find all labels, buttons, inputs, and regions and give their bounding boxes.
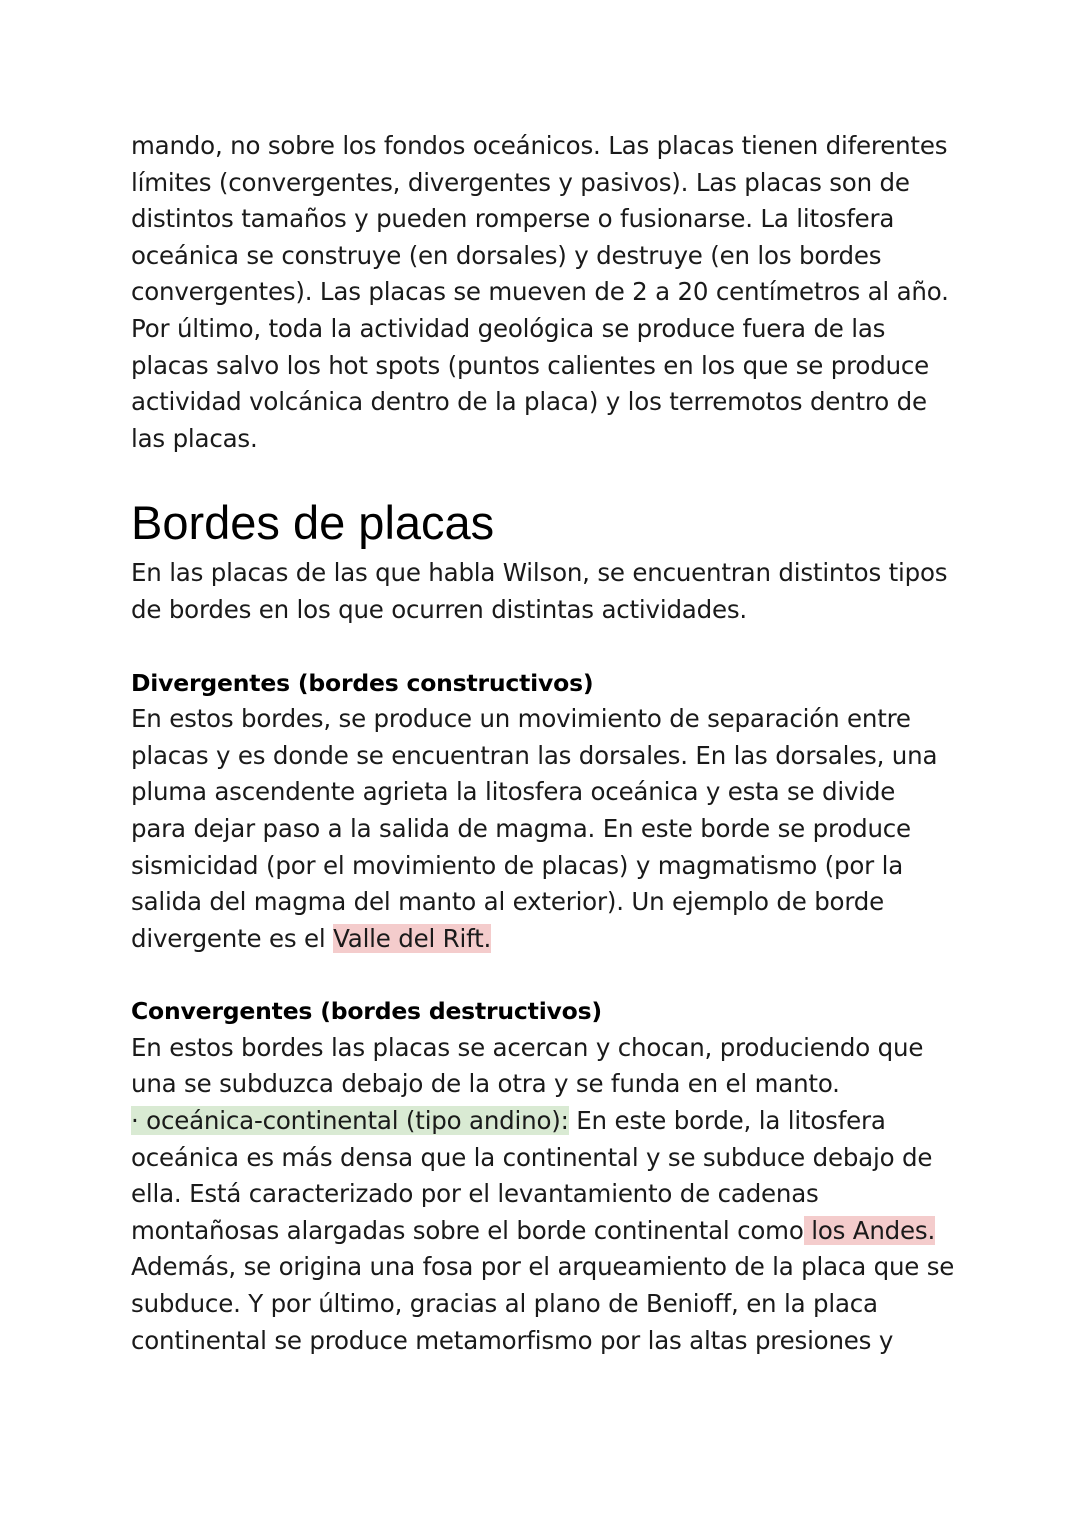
paragraph-line: una se subduzca debajo de la otra y se funda en el manto.	[131, 1069, 840, 1099]
spacer	[131, 629, 961, 665]
paragraph-line: Por último, toda la actividad geológica se produce fuera de las	[131, 313, 886, 343]
paragraph-line: Además, se origina una fosa por el arqueamiento de la placa que se	[131, 1252, 955, 1282]
highlight-los-andes: los Andes.	[803, 1215, 936, 1245]
convergentes-heading: Convergentes (bordes destructivos)	[131, 997, 602, 1026]
paragraph-line: placas y es donde se encuentran las dorsales. En las dorsales, una	[131, 740, 938, 770]
highlight-valle-del-rift: Valle del Rift.	[333, 923, 492, 953]
line-text: En este borde, la litosfera	[568, 1106, 886, 1136]
paragraph-line	[131, 1213, 961, 1250]
paragraph-line: las placas.	[131, 423, 258, 453]
paragraph-line: convergentes). Las placas se mueven de 2 a 20 centímetros al año.	[131, 277, 949, 307]
paragraph-line: límites (convergentes, divergentes y pasivos). Las placas son de	[131, 167, 910, 197]
spacer	[131, 957, 961, 993]
paragraph-line: oceánica es más densa que la continental y se subduce debajo de	[131, 1142, 933, 1172]
spacer	[131, 457, 961, 495]
convergentes-block	[131, 993, 961, 1359]
paragraph-line: placas salvo los hot spots (puntos calientes en los que se produce	[131, 350, 930, 380]
paragraph-line	[131, 1103, 961, 1140]
section-intro-paragraph	[131, 555, 961, 628]
paragraph-line: mando, no sobre los fondos oceánicos. Las placas tienen diferentes	[131, 131, 948, 160]
paragraph-line: salida del magma del manto al exterior). Un ejemplo de borde	[131, 887, 885, 917]
paragraph-line: actividad volcánica dentro de la placa) y los terremotos dentro de	[131, 387, 927, 417]
section-heading: Bordes de placas	[131, 496, 495, 550]
divergentes-block	[131, 665, 961, 958]
paragraph-line: ella. Está caracterizado por el levantamiento de cadenas	[131, 1179, 819, 1209]
line-text: divergente es el	[131, 923, 334, 953]
line-text: montañosas alargadas sobre el borde continental como	[131, 1215, 804, 1245]
paragraph-line: En estos bordes las placas se acercan y chocan, produciendo que	[131, 1032, 924, 1062]
paragraph-line: En las placas de las que habla Wilson, se encuentran distintos tipos	[131, 558, 948, 588]
paragraph-line: distintos tamaños y pueden romperse o fusionarse. La litosfera	[131, 204, 895, 234]
intro-paragraph	[131, 128, 961, 457]
paragraph-line: de bordes en los que ocurren distintas actividades.	[131, 594, 747, 624]
paragraph-line: subduce. Y por último, gracias al plano de Benioff, en la placa	[131, 1289, 878, 1319]
paragraph-line: para dejar paso a la salida de magma. En este borde se produce	[131, 813, 911, 843]
document-page	[131, 128, 961, 1359]
paragraph-line: continental se produce metamorfismo por las altas presiones y	[131, 1325, 894, 1355]
paragraph-line: En estos bordes, se produce un movimiento de separación entre	[131, 704, 911, 734]
paragraph-line	[131, 921, 961, 958]
divergentes-heading: Divergentes (bordes constructivos)	[131, 668, 594, 697]
paragraph-line: pluma ascendente agrieta la litosfera oceánica y esta se divide	[131, 777, 896, 807]
highlight-oceanica-continental: · oceánica-continental (tipo andino):	[131, 1106, 569, 1136]
paragraph-line: sismicidad (por el movimiento de placas) y magmatismo (por la	[131, 850, 904, 880]
paragraph-line: oceánica se construye (en dorsales) y destruye (en los bordes	[131, 240, 882, 270]
